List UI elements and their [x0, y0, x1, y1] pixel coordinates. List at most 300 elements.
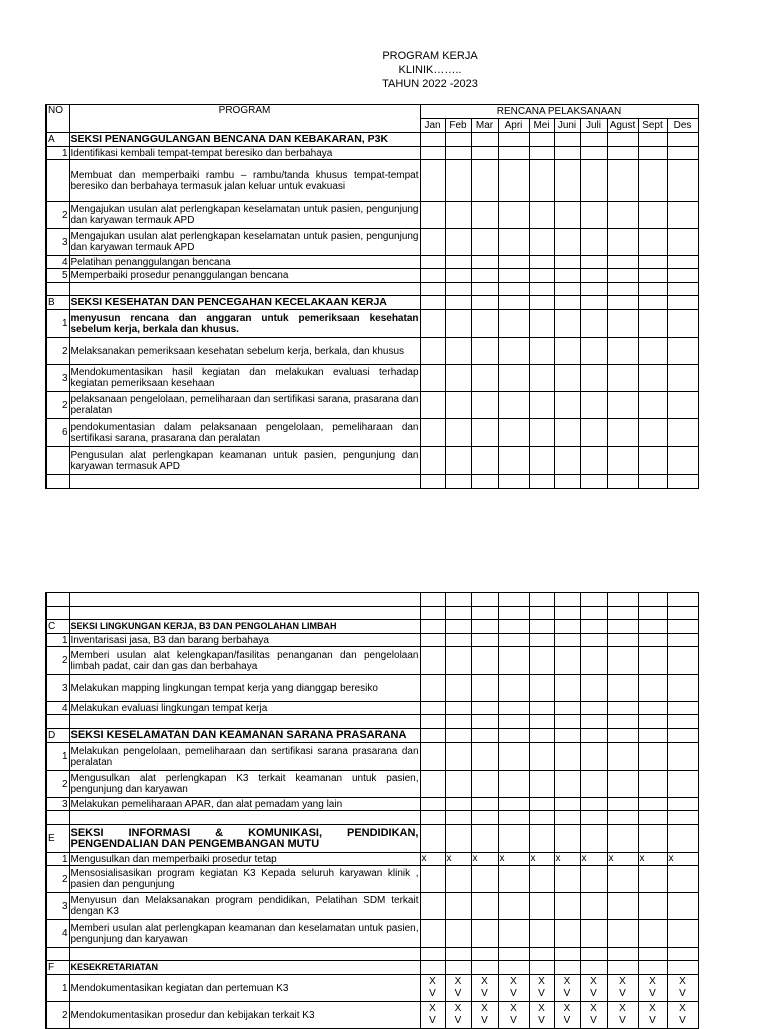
month-cell — [580, 593, 607, 607]
table-row — [46, 256, 698, 269]
month-cell — [498, 419, 529, 447]
month-cell — [498, 447, 529, 475]
month-cell — [554, 475, 580, 489]
mark: X — [454, 1003, 462, 1014]
month-cell — [667, 607, 698, 620]
month-cell — [638, 133, 667, 147]
program-text: Melaksanakan pemeriksaan kesehatan sebelum kerja, berkala, dan khusus — [69, 338, 420, 365]
month-cell — [445, 147, 471, 160]
month-cell — [529, 202, 554, 229]
month-cell — [667, 620, 698, 634]
month-cell — [420, 893, 445, 920]
month-cell — [607, 920, 638, 948]
month-cell — [554, 811, 580, 825]
month-cell — [638, 447, 667, 475]
month-cell — [420, 866, 445, 893]
month-cell — [498, 702, 529, 715]
month-cell — [498, 920, 529, 948]
mark: V — [563, 988, 571, 999]
month-cell — [607, 715, 638, 729]
month-header-7: Agust — [607, 119, 638, 133]
month-cell — [607, 634, 638, 647]
month-cell — [554, 338, 580, 365]
month-cell — [471, 948, 498, 961]
month-cell — [420, 447, 445, 475]
row-number: A — [46, 133, 69, 147]
month-cell — [607, 961, 638, 975]
row-number — [46, 948, 69, 961]
program-table-2 — [45, 592, 699, 1029]
program-text: Melakukan pengelolaan, pemeliharaan dan sertifikasi sarana prasarana dan peralatan — [69, 743, 420, 771]
month-cell — [554, 798, 580, 811]
month-cell — [498, 338, 529, 365]
month-cell — [529, 419, 554, 447]
program-text: Mengajukan usulan alat perlengkapan keselamatan untuk pasien, pengunjung dan karyawan termauk APD — [69, 229, 420, 256]
month-cell — [471, 310, 498, 338]
month-cell — [471, 743, 498, 771]
month-cell — [498, 729, 529, 743]
month-cell — [580, 743, 607, 771]
month-cell — [667, 133, 698, 147]
month-cell — [667, 256, 698, 269]
month-cell — [638, 920, 667, 948]
month-cell — [580, 133, 607, 147]
month-cell — [607, 229, 638, 256]
table-row — [46, 771, 698, 798]
mark: V — [619, 1015, 626, 1026]
month-cell — [580, 296, 607, 310]
month-cell — [667, 853, 698, 866]
month-cell — [667, 1002, 698, 1029]
month-cell — [667, 948, 698, 961]
month-cell — [638, 853, 667, 866]
mark: X — [538, 1003, 545, 1014]
month-cell — [607, 269, 638, 283]
month-cell — [638, 811, 667, 825]
month-cell — [529, 256, 554, 269]
month-cell — [529, 798, 554, 811]
month-cell — [638, 798, 667, 811]
row-number — [46, 607, 69, 620]
month-cell — [420, 975, 445, 1002]
month-cell — [554, 593, 580, 607]
mark: X — [429, 976, 436, 987]
month-cell — [445, 310, 471, 338]
month-cell — [471, 392, 498, 419]
program-text: Melakukan mapping lingkungan tempat kerja yang dianggap beresiko — [69, 675, 420, 702]
month-cell — [580, 147, 607, 160]
month-cell — [638, 1002, 667, 1029]
month-cell — [580, 702, 607, 715]
month-cell — [554, 866, 580, 893]
month-cell — [529, 147, 554, 160]
section-title: SEKSI INFORMASI & KOMUNIKASI, PENDIDIKAN, PENGENDALIAN DAN PENGEMBANGAN MUTU — [69, 825, 420, 853]
month-cell — [607, 675, 638, 702]
month-cell — [607, 607, 638, 620]
month-cell — [667, 160, 698, 202]
month-cell — [667, 202, 698, 229]
mark: V — [590, 1015, 597, 1026]
month-cell — [580, 798, 607, 811]
month-cell — [667, 866, 698, 893]
month-cell — [607, 893, 638, 920]
program-text — [69, 948, 420, 961]
month-cell — [420, 160, 445, 202]
table-row — [46, 620, 698, 634]
month-cell — [554, 447, 580, 475]
mark: X — [429, 1003, 436, 1014]
month-cell — [554, 133, 580, 147]
row-number: 4 — [46, 702, 69, 715]
month-cell — [471, 160, 498, 202]
row-number: C — [46, 620, 69, 634]
month-cell — [580, 1002, 607, 1029]
month-cell — [420, 310, 445, 338]
month-cell — [607, 310, 638, 338]
month-cell — [445, 920, 471, 948]
month-cell — [498, 229, 529, 256]
month-cell — [498, 202, 529, 229]
month-cell — [498, 893, 529, 920]
month-cell — [554, 160, 580, 202]
table-row — [46, 475, 698, 489]
month-cell — [580, 893, 607, 920]
month-cell — [607, 866, 638, 893]
month-cell — [638, 310, 667, 338]
section-title: KESEKRETARIATAN — [69, 961, 420, 975]
section-title: SEKSI KESELAMATAN DAN KEAMANAN SARANA PRASARANA — [69, 729, 420, 743]
month-cell — [607, 147, 638, 160]
month-header-1: Feb — [445, 119, 471, 133]
month-cell — [498, 825, 529, 853]
month-cell — [445, 202, 471, 229]
month-cell — [580, 961, 607, 975]
month-cell — [667, 419, 698, 447]
mark: V — [538, 988, 545, 999]
month-cell — [667, 702, 698, 715]
month-cell — [529, 133, 554, 147]
month-cell — [420, 392, 445, 419]
month-cell — [498, 256, 529, 269]
month-cell — [554, 743, 580, 771]
month-cell — [638, 256, 667, 269]
month-cell — [498, 771, 529, 798]
month-cell — [580, 392, 607, 419]
row-number: 5 — [46, 269, 69, 283]
program-text: Membuat dan memperbaiki rambu – rambu/tanda khusus tempat-tempat beresiko dan berbahaya termasuk jalan keluar untuk evakuasi — [69, 160, 420, 202]
month-cell — [554, 647, 580, 675]
month-cell — [445, 1002, 471, 1029]
row-number — [46, 811, 69, 825]
month-cell — [529, 296, 554, 310]
month-cell — [445, 675, 471, 702]
mark: V — [481, 988, 488, 999]
doc-clinic: KLINIK…….. — [398, 64, 462, 76]
program-text — [69, 593, 420, 607]
month-cell — [420, 920, 445, 948]
month-cell — [554, 147, 580, 160]
month-cell — [529, 392, 554, 419]
row-number: 2 — [46, 338, 69, 365]
month-cell — [638, 620, 667, 634]
month-cell — [667, 310, 698, 338]
month-cell — [420, 715, 445, 729]
month-cell — [471, 447, 498, 475]
month-cell — [667, 825, 698, 853]
month-cell — [529, 338, 554, 365]
month-cell — [420, 771, 445, 798]
month-cell — [420, 1002, 445, 1029]
row-number — [46, 283, 69, 296]
table-row — [46, 729, 698, 743]
month-cell — [580, 229, 607, 256]
mark: V — [481, 1015, 488, 1026]
month-cell — [445, 475, 471, 489]
section-title: SEKSI KESEHATAN DAN PENCEGAHAN KECELAKAAN KERJA — [69, 296, 420, 310]
table-row — [46, 202, 698, 229]
month-cell — [667, 975, 698, 1002]
month-cell — [420, 634, 445, 647]
program-text — [69, 715, 420, 729]
mark: X — [563, 976, 571, 987]
table-row — [46, 702, 698, 715]
month-cell — [445, 771, 471, 798]
month-header-8: Sept — [638, 119, 667, 133]
month-cell — [498, 853, 529, 866]
month-cell — [498, 392, 529, 419]
month-cell — [607, 620, 638, 634]
table-row — [46, 607, 698, 620]
month-cell — [529, 893, 554, 920]
month-cell — [580, 825, 607, 853]
month-cell — [498, 269, 529, 283]
program-text: Memperbaiki prosedur penanggulangan bencana — [69, 269, 420, 283]
month-cell — [471, 620, 498, 634]
month-cell — [607, 825, 638, 853]
month-cell — [529, 825, 554, 853]
month-cell — [580, 675, 607, 702]
month-cell — [554, 715, 580, 729]
month-cell — [554, 702, 580, 715]
mark: X — [538, 976, 545, 987]
month-cell — [471, 147, 498, 160]
doc-title: PROGRAM KERJA — [382, 50, 478, 62]
mark: V — [510, 988, 517, 999]
month-cell — [471, 133, 498, 147]
month-cell — [445, 634, 471, 647]
program-text — [69, 811, 420, 825]
month-cell — [445, 853, 471, 866]
table-row — [46, 634, 698, 647]
program-text — [69, 607, 420, 620]
month-cell — [607, 133, 638, 147]
row-number: 1 — [46, 147, 69, 160]
month-cell — [445, 256, 471, 269]
table-row — [46, 365, 698, 392]
month-cell — [580, 729, 607, 743]
row-number: 2 — [46, 866, 69, 893]
month-cell — [529, 607, 554, 620]
month-cell — [529, 948, 554, 961]
month-cell — [498, 634, 529, 647]
month-cell — [445, 133, 471, 147]
month-cell — [445, 948, 471, 961]
month-cell — [498, 475, 529, 489]
mark: V — [649, 1015, 656, 1026]
month-cell — [554, 634, 580, 647]
month-cell — [420, 811, 445, 825]
month-cell — [471, 920, 498, 948]
month-cell — [498, 975, 529, 1002]
month-cell — [667, 229, 698, 256]
month-cell — [667, 634, 698, 647]
month-cell — [471, 202, 498, 229]
program-text: Mengajukan usulan alat perlengkapan keselamatan untuk pasien, pengunjung dan karyawan termauk APD — [69, 202, 420, 229]
program-text: Mendokumentasikan kegiatan dan pertemuan K3 — [69, 975, 420, 1002]
month-cell — [498, 866, 529, 893]
month-cell — [554, 202, 580, 229]
month-cell — [445, 798, 471, 811]
month-cell — [498, 798, 529, 811]
month-cell — [498, 675, 529, 702]
month-cell — [529, 634, 554, 647]
program-text: Memberi usulan alat kelengkapan/fasilitas penanganan dan pengelolaan limbah padat, cair dan gas dan berbahaya — [69, 647, 420, 675]
month-cell — [638, 647, 667, 675]
month-cell — [554, 920, 580, 948]
row-number — [46, 715, 69, 729]
month-cell — [420, 296, 445, 310]
month-cell — [498, 948, 529, 961]
mark: V — [619, 988, 626, 999]
month-cell — [667, 296, 698, 310]
month-cell — [667, 715, 698, 729]
month-cell — [529, 283, 554, 296]
month-cell — [580, 647, 607, 675]
month-cell — [667, 729, 698, 743]
row-number: 1 — [46, 743, 69, 771]
mark: V — [679, 1015, 686, 1026]
month-cell — [554, 729, 580, 743]
month-cell — [638, 296, 667, 310]
month-cell — [498, 283, 529, 296]
month-cell — [445, 160, 471, 202]
month-cell — [529, 593, 554, 607]
month-cell — [445, 647, 471, 675]
month-cell — [445, 893, 471, 920]
month-header-6: Juli — [580, 119, 607, 133]
month-header-9: Des — [667, 119, 698, 133]
month-cell — [607, 702, 638, 715]
program-text: Melakukan evaluasi lingkungan tempat kerja — [69, 702, 420, 715]
month-cell — [471, 296, 498, 310]
table-row — [46, 920, 698, 948]
month-cell — [554, 948, 580, 961]
month-cell — [471, 798, 498, 811]
month-cell — [554, 675, 580, 702]
month-cell — [445, 392, 471, 419]
month-cell — [580, 447, 607, 475]
month-cell — [638, 202, 667, 229]
month-cell — [667, 447, 698, 475]
month-cell — [638, 675, 667, 702]
mark: x — [421, 853, 427, 864]
mark: X — [510, 976, 517, 987]
month-cell — [498, 147, 529, 160]
month-cell — [638, 229, 667, 256]
month-cell — [529, 310, 554, 338]
month-cell — [529, 269, 554, 283]
program-text: Melakukan pemeliharaan APAR, dan alat pemadam yang lain — [69, 798, 420, 811]
month-cell — [420, 743, 445, 771]
month-cell — [471, 338, 498, 365]
month-cell — [554, 296, 580, 310]
table-row — [46, 811, 698, 825]
month-cell — [471, 961, 498, 975]
month-cell — [498, 620, 529, 634]
program-text: Pelatihan penanggulangan bencana — [69, 256, 420, 269]
program-text: Identifikasi kembali tempat-tempat beresiko dan berbahaya — [69, 147, 420, 160]
month-cell — [471, 269, 498, 283]
month-cell — [580, 866, 607, 893]
row-number — [46, 160, 69, 202]
month-cell — [529, 729, 554, 743]
month-cell — [638, 419, 667, 447]
month-cell — [580, 283, 607, 296]
month-cell — [580, 269, 607, 283]
month-cell — [471, 419, 498, 447]
mark: x — [499, 853, 505, 864]
month-cell — [638, 593, 667, 607]
month-cell — [554, 620, 580, 634]
month-cell — [580, 975, 607, 1002]
month-cell — [554, 607, 580, 620]
row-number — [46, 447, 69, 475]
month-cell — [529, 771, 554, 798]
table-row — [46, 392, 698, 419]
table-row — [46, 961, 698, 975]
row-number: 2 — [46, 771, 69, 798]
table-row — [46, 338, 698, 365]
month-cell — [638, 715, 667, 729]
mark: x — [555, 853, 561, 864]
month-header-2: Mar — [471, 119, 498, 133]
month-cell — [667, 961, 698, 975]
month-cell — [445, 283, 471, 296]
table-row — [46, 647, 698, 675]
month-cell — [529, 961, 554, 975]
month-cell — [420, 256, 445, 269]
mark: X — [649, 1003, 656, 1014]
month-cell — [420, 825, 445, 853]
month-cell — [580, 948, 607, 961]
month-cell — [471, 866, 498, 893]
month-cell — [471, 702, 498, 715]
month-cell — [667, 893, 698, 920]
month-cell — [607, 296, 638, 310]
program-text: Mengusulkan dan memperbaiki prosedur tetap — [69, 853, 420, 866]
month-cell — [667, 283, 698, 296]
month-cell — [607, 419, 638, 447]
month-cell — [638, 338, 667, 365]
program-table-1 — [45, 104, 699, 489]
month-cell — [638, 634, 667, 647]
month-cell — [554, 310, 580, 338]
row-number: 3 — [46, 675, 69, 702]
table-row — [46, 229, 698, 256]
month-cell — [554, 771, 580, 798]
month-cell — [554, 825, 580, 853]
mark: V — [538, 1015, 545, 1026]
